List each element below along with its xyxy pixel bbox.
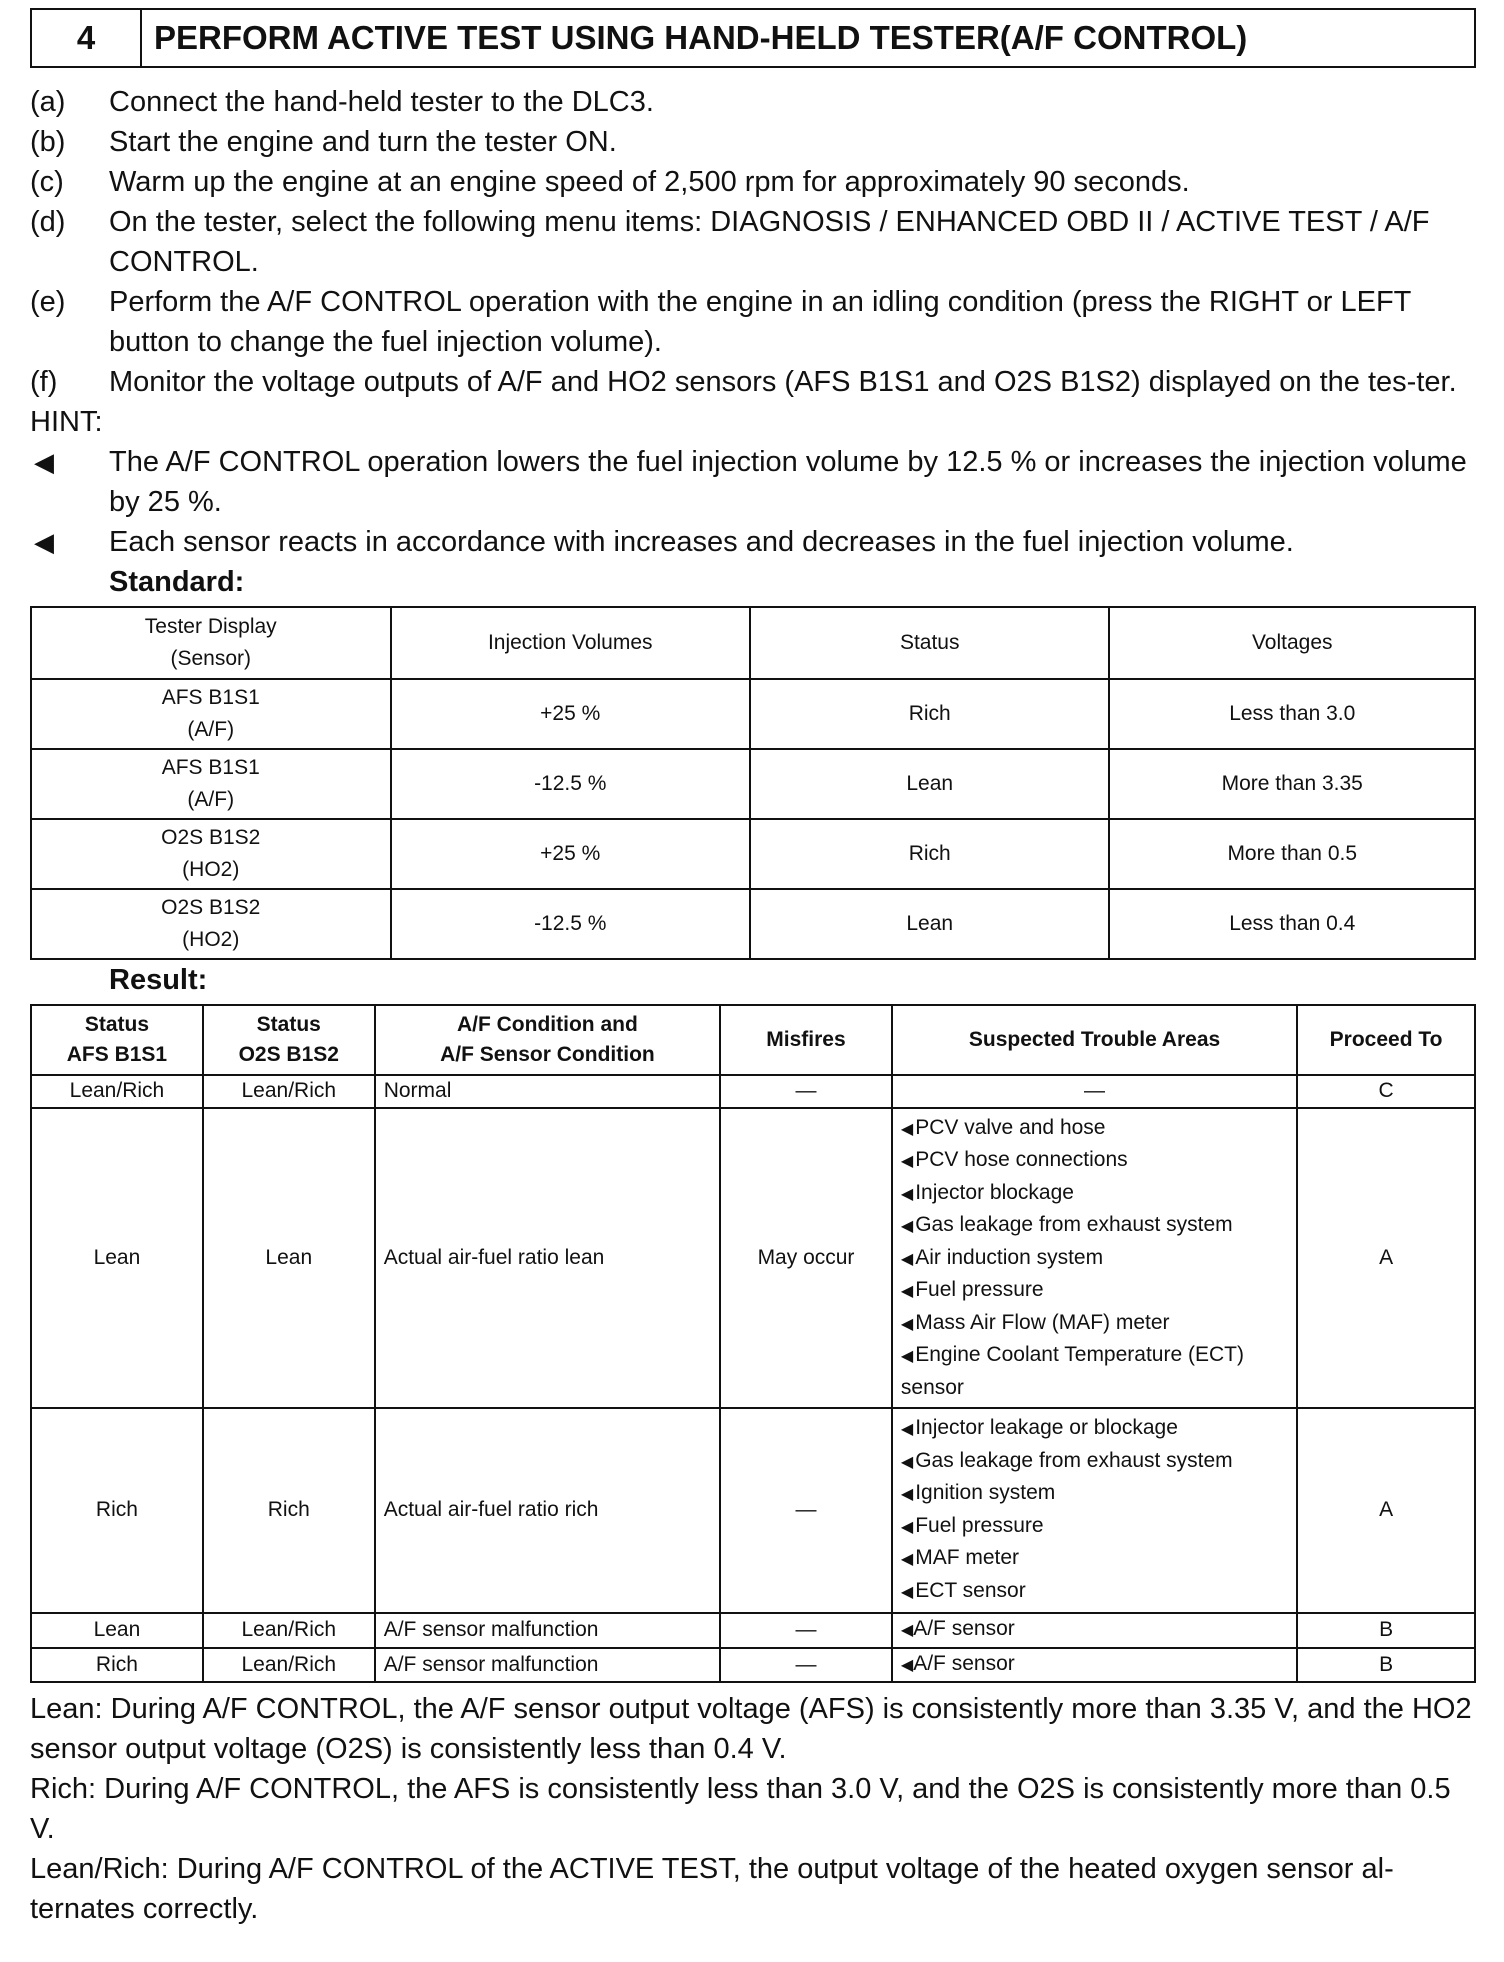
table-cell: -12.5 % xyxy=(391,889,751,959)
table-cell: A/F sensor malfunction xyxy=(375,1613,720,1648)
arrow-left-icon: ◀ xyxy=(900,1120,914,1138)
list-item: ◀Injector leakage or blockage xyxy=(900,1416,1178,1439)
table-cell: B xyxy=(1297,1648,1475,1683)
table-cell: O2S B1S2 (HO2) xyxy=(31,889,391,959)
hint-text: Each sensor reacts in accordance with increases and decreases in the fuel injection volume. xyxy=(109,526,1294,558)
table-cell: Actual air-fuel ratio lean xyxy=(375,1108,720,1409)
table-cell: A xyxy=(1297,1408,1475,1613)
section-title: PERFORM ACTIVE TEST USING HAND-HELD TESTER(A/F CONTROL) xyxy=(154,19,1248,56)
list-item: ◀Fuel pressure xyxy=(900,1513,1044,1537)
table-cell: Rich xyxy=(750,679,1109,749)
arrow-left-icon: ◀ xyxy=(900,1250,914,1268)
arrow-left-icon: ◀ xyxy=(900,1583,914,1601)
table-cell: Lean/Rich xyxy=(203,1075,375,1108)
arrow-left-icon: ◀ xyxy=(900,1315,914,1333)
table-row xyxy=(31,819,1475,889)
list-item: ◀Air induction system xyxy=(900,1245,1104,1269)
column-header: Status AFS B1S1 xyxy=(31,1005,203,1075)
table-cell: — xyxy=(720,1648,892,1683)
table-cell: Less than 0.4 xyxy=(1109,889,1475,959)
table-cell: AFS B1S1 (A/F) xyxy=(31,679,391,749)
step-text: Monitor the voltage outputs of A/F and HO2 sensors (AFS B1S1 and O2S B1S2) displayed on the tes-ter. xyxy=(109,366,1457,398)
table-cell: — xyxy=(720,1613,892,1648)
table-cell: More than 3.35 xyxy=(1109,749,1475,819)
step-label: (e) xyxy=(30,286,66,318)
table-cell: O2S B1S2 (HO2) xyxy=(31,819,391,889)
list-item: ◀MAF meter xyxy=(900,1546,1020,1569)
procedure-steps xyxy=(30,82,1476,402)
column-header: Voltages xyxy=(1109,607,1475,679)
table-row xyxy=(31,889,1475,959)
table-cell: Actual air-fuel ratio rich xyxy=(375,1408,720,1613)
arrow-left-icon: ◀ xyxy=(900,1153,914,1170)
step-number: 4 xyxy=(32,10,142,66)
table-row xyxy=(31,1408,1475,1613)
table-cell: Rich xyxy=(31,1648,203,1683)
table-cell: May occur xyxy=(720,1108,892,1409)
step-text: Start the engine and turn the tester ON. xyxy=(109,126,617,158)
list-item: ◀ECT sensor xyxy=(900,1578,1026,1602)
result-notes xyxy=(30,1689,1476,1929)
table-cell xyxy=(892,1408,1297,1613)
table-row xyxy=(31,1648,1475,1683)
list-item: ◀PCV hose connections xyxy=(900,1148,1128,1171)
arrow-left-icon: ◀ xyxy=(900,1421,914,1438)
arrow-left-icon: ◀ xyxy=(900,1218,914,1235)
arrow-left-icon: ◀ xyxy=(900,1656,914,1674)
table-row xyxy=(31,1613,1475,1648)
arrow-left-icon: ◀ xyxy=(900,1518,914,1536)
table-cell: AFS B1S1 (A/F) xyxy=(31,749,391,819)
table-cell: C xyxy=(1297,1075,1475,1108)
table-cell: Lean xyxy=(31,1613,203,1648)
list-item: ◀Gas leakage from exhaust system xyxy=(900,1213,1233,1236)
column-header: Tester Display (Sensor) xyxy=(31,607,391,679)
table-cell: Rich xyxy=(203,1408,375,1613)
arrow-left-icon: ◀ xyxy=(900,1622,914,1639)
hint-item xyxy=(30,442,1476,522)
table-cell: Lean/Rich xyxy=(203,1648,375,1683)
table-cell: +25 % xyxy=(391,819,751,889)
table-cell: Rich xyxy=(750,819,1109,889)
table-row xyxy=(31,749,1475,819)
table-cell xyxy=(892,1108,1297,1409)
column-header: Suspected Trouble Areas xyxy=(892,1005,1297,1075)
arrow-left-icon: ◀ xyxy=(900,1486,914,1503)
step-text: Warm up the engine at an engine speed of 2,500 rpm for approximately 90 seconds. xyxy=(109,166,1190,198)
table-cell: ◀A/F sensor xyxy=(892,1648,1297,1683)
list-item: ◀Ignition system xyxy=(900,1481,1056,1504)
step-text: Perform the A/F CONTROL operation with the engine in an idling condition (press the RIGHT or LEFT button to change the fuel injection volume). xyxy=(109,286,1411,358)
step-text: Connect the hand-held tester to the DLC3. xyxy=(109,86,654,118)
table-cell: B xyxy=(1297,1613,1475,1648)
table-header-row xyxy=(31,607,1475,679)
step-item xyxy=(30,202,1476,282)
table-row xyxy=(31,679,1475,749)
trouble-area-list xyxy=(901,1413,1288,1608)
arrow-left-icon: ◀ xyxy=(900,1551,914,1568)
arrow-left-icon: ◀ xyxy=(900,1185,914,1203)
column-header: Injection Volumes xyxy=(391,607,751,679)
table-cell: Lean xyxy=(750,749,1109,819)
list-item: ◀PCV valve and hose xyxy=(900,1115,1106,1139)
step-item xyxy=(30,362,1476,402)
table-cell: Rich xyxy=(31,1408,203,1613)
step-label: (c) xyxy=(30,166,64,198)
table-cell: -12.5 % xyxy=(391,749,751,819)
list-item: ◀Fuel pressure xyxy=(900,1278,1044,1301)
step-label: (d) xyxy=(30,206,66,238)
table-row xyxy=(31,1075,1475,1108)
note-lean: Lean: During A/F CONTROL, the A/F sensor output voltage (AFS) is consistently more than 3.35 V, and the HO2 sensor output voltage (O2S) is consistently less than 0.4 V. xyxy=(30,1693,1472,1765)
table-cell: — xyxy=(720,1075,892,1108)
column-header: A/F Condition and A/F Sensor Condition xyxy=(375,1005,720,1075)
result-table xyxy=(30,1004,1476,1683)
step-item xyxy=(30,122,1476,162)
standard-heading: Standard: xyxy=(109,566,245,598)
arrow-left-icon: ◀ xyxy=(900,1283,914,1300)
section-title-bar xyxy=(30,8,1476,68)
list-item: ◀Gas leakage from exhaust system xyxy=(900,1448,1233,1472)
arrow-left-icon: ◀ xyxy=(900,1453,914,1471)
list-item: ◀Mass Air Flow (MAF) meter xyxy=(900,1310,1170,1334)
table-cell: A xyxy=(1297,1108,1475,1409)
list-item: ◀Injector blockage xyxy=(900,1180,1074,1204)
table-cell: — xyxy=(720,1408,892,1613)
table-cell: ◀A/F sensor xyxy=(892,1613,1297,1648)
table-cell: Lean xyxy=(203,1108,375,1409)
arrow-left-icon: ◀ xyxy=(34,527,54,557)
standard-table xyxy=(30,606,1476,960)
note-rich: Rich: During A/F CONTROL, the AFS is consistently less than 3.0 V, and the O2S is consistently more than 0.5 V. xyxy=(30,1773,1451,1845)
table-cell: A/F sensor malfunction xyxy=(375,1648,720,1683)
trouble-area-list xyxy=(901,1113,1288,1404)
table-cell: Lean xyxy=(31,1108,203,1409)
step-text: On the tester, select the following menu items: DIAGNOSIS / ENHANCED OBD II / ACTIVE TEST / A/F CONTROL. xyxy=(109,206,1430,278)
table-cell: — xyxy=(892,1075,1297,1108)
note-lean-rich: Lean/Rich: During A/F CONTROL of the ACTIVE TEST, the output voltage of the heated oxygen sensor al-ternates correctly. xyxy=(30,1853,1394,1925)
document-page xyxy=(30,8,1476,1929)
arrow-left-icon: ◀ xyxy=(34,447,54,477)
column-header: Status xyxy=(750,607,1109,679)
step-item xyxy=(30,282,1476,362)
step-item xyxy=(30,162,1476,202)
column-header: Proceed To xyxy=(1297,1005,1475,1075)
table-cell: +25 % xyxy=(391,679,751,749)
list-item: ◀Engine Coolant Temperature (ECT) sensor xyxy=(900,1343,1244,1399)
column-header: Misfires xyxy=(720,1005,892,1075)
table-cell: Normal xyxy=(375,1075,720,1108)
result-heading: Result: xyxy=(109,964,208,996)
table-header-row xyxy=(31,1005,1475,1075)
table-cell: Lean/Rich xyxy=(31,1075,203,1108)
table-cell: Lean xyxy=(750,889,1109,959)
hint-label: HINT: xyxy=(30,406,103,438)
table-cell: Less than 3.0 xyxy=(1109,679,1475,749)
step-item xyxy=(30,82,1476,122)
column-header: Status O2S B1S2 xyxy=(203,1005,375,1075)
table-row xyxy=(31,1108,1475,1409)
step-label: (f) xyxy=(30,366,58,398)
table-cell: Lean/Rich xyxy=(203,1613,375,1648)
step-label: (a) xyxy=(30,86,66,118)
hint-text: The A/F CONTROL operation lowers the fuel injection volume by 12.5 % or increases the injection volume by 25 %. xyxy=(109,446,1467,518)
arrow-left-icon: ◀ xyxy=(900,1348,914,1365)
table-cell: More than 0.5 xyxy=(1109,819,1475,889)
step-label: (b) xyxy=(30,126,66,158)
hint-item xyxy=(30,522,1476,562)
